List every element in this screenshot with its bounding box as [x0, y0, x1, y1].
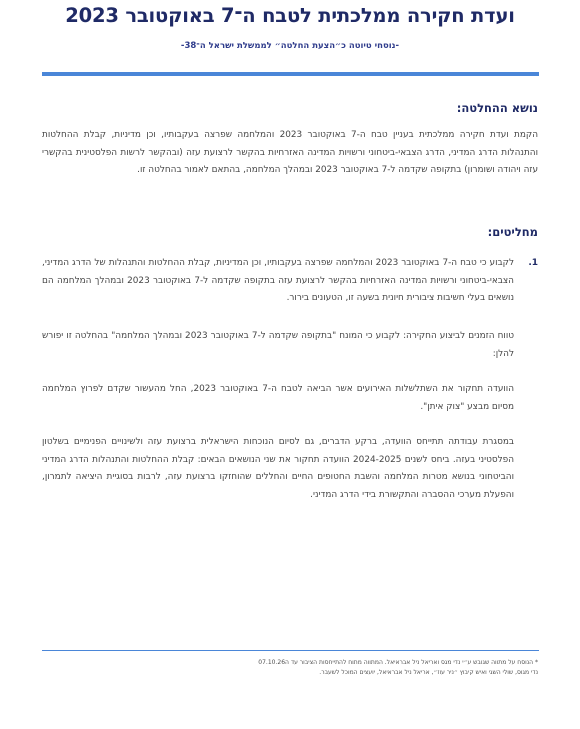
topic-paragraph: הקמת ועדת חקירה ממלכתית בעניין טבח ה-7 באוקטובר 2023 והמלחמה שפרצה בעקבותיו, וכן מדיניות, קבלת ההחלטות והתנהלות הדרג המדיני, הדרג הצבאי-ביטחוני ורשויות המדינה האזרחיות בהקשר לרצועת עזה (ובהקשר לרשות הפלסטינית בהקשרי עזה ויהודה ושומרון) בתקופה שקדמה ל-7 באוקטובר 2023 ובמהלך המלחמה, בהתאם לאמור בהחלטה זו.: [42, 130, 539, 175]
header-divider: [42, 72, 539, 76]
decisions-heading: מחליטים:: [487, 225, 538, 239]
document-title: ועדת חקירה ממלכתית לטבח ה־7 באוקטובר 2023: [65, 4, 515, 27]
document-subtitle: -נוסחי טיוטה כ״הצעת החלטה״ לממשלת ישראל ה־38-: [180, 41, 400, 51]
decision-paragraph-1: לקבוע כי טבח ה-7 באוקטובר 2023 והמלחמה שפרצה בעקבותיו, וכן המדיניות, קבלת ההחלטות והתנהלות של הדרג המדיני, הצבאי-ביטחוני ורשויות המדינה האזרחיות בהקשר לרצועת עזה בתקופה שקדמה ל-7 באוקטובר 2023 ובמהלך המלחמה הם נושאים בעלי חשיבות ציבורית חיונית בשעה זו, הטעונים בירור.: [42, 258, 515, 303]
decision-paragraph-4: במסגרת עבודתה תתייחס הוועדה, ברקע הדברים, גם לסיום הנוכחות הישראלית ברצועת עזה ולשינויים הפנימיים בשלטון הפלסטיני בעזה. ביחס לשנים 2024-2025 הוועדה תחקור את שני הנושאים הבאים: קבלת ההחלטות והתנהלות הדרג המדיני והביטחוני בנושא מטרות המלחמה והשבת החטופים החיים והחללים שהוחזקו ברצועת עזה, לרבות בסוגיית היציאה לתמרון, והפעלת מערכי ההסברה והתקשורת בידי הדרג המדיני.: [42, 437, 514, 500]
footer-divider: [42, 650, 539, 651]
footnote-2: נדי מגוס, שולי השגי ואיש קיבוץ ״ניר עוז״, אריאל ניל אבראיאל, יועצים המוכל לשעבר.: [319, 669, 538, 676]
footnote-1: * הנוסח על מתווה שגובש ע״י נדי מגס ואריאל ניל אבראיאל. המתווה מתוח להתייחסות הציבור עד ה07.10.26: [258, 659, 538, 666]
topic-heading: נושא ההחלטה:: [456, 101, 538, 115]
item-number: 1.: [528, 258, 538, 268]
decision-paragraph-2: טווח הזמנים לביצוע החקירה: לקבוע כי המונח "בתקופה שקדמה ל-7 באוקטובר 2023 ובמהלך המלחמה" בהחלטה זו יפורש להלן:: [42, 331, 514, 359]
decision-paragraph-3: הוועדה תחקור את השתלשלות האירועים אשר הביאה לטבח ה-7 באוקטובר 2023, החל מהעשור שקדם לפרוץ המלחמה מסיום מבצע "צוק איתן".: [42, 384, 515, 412]
